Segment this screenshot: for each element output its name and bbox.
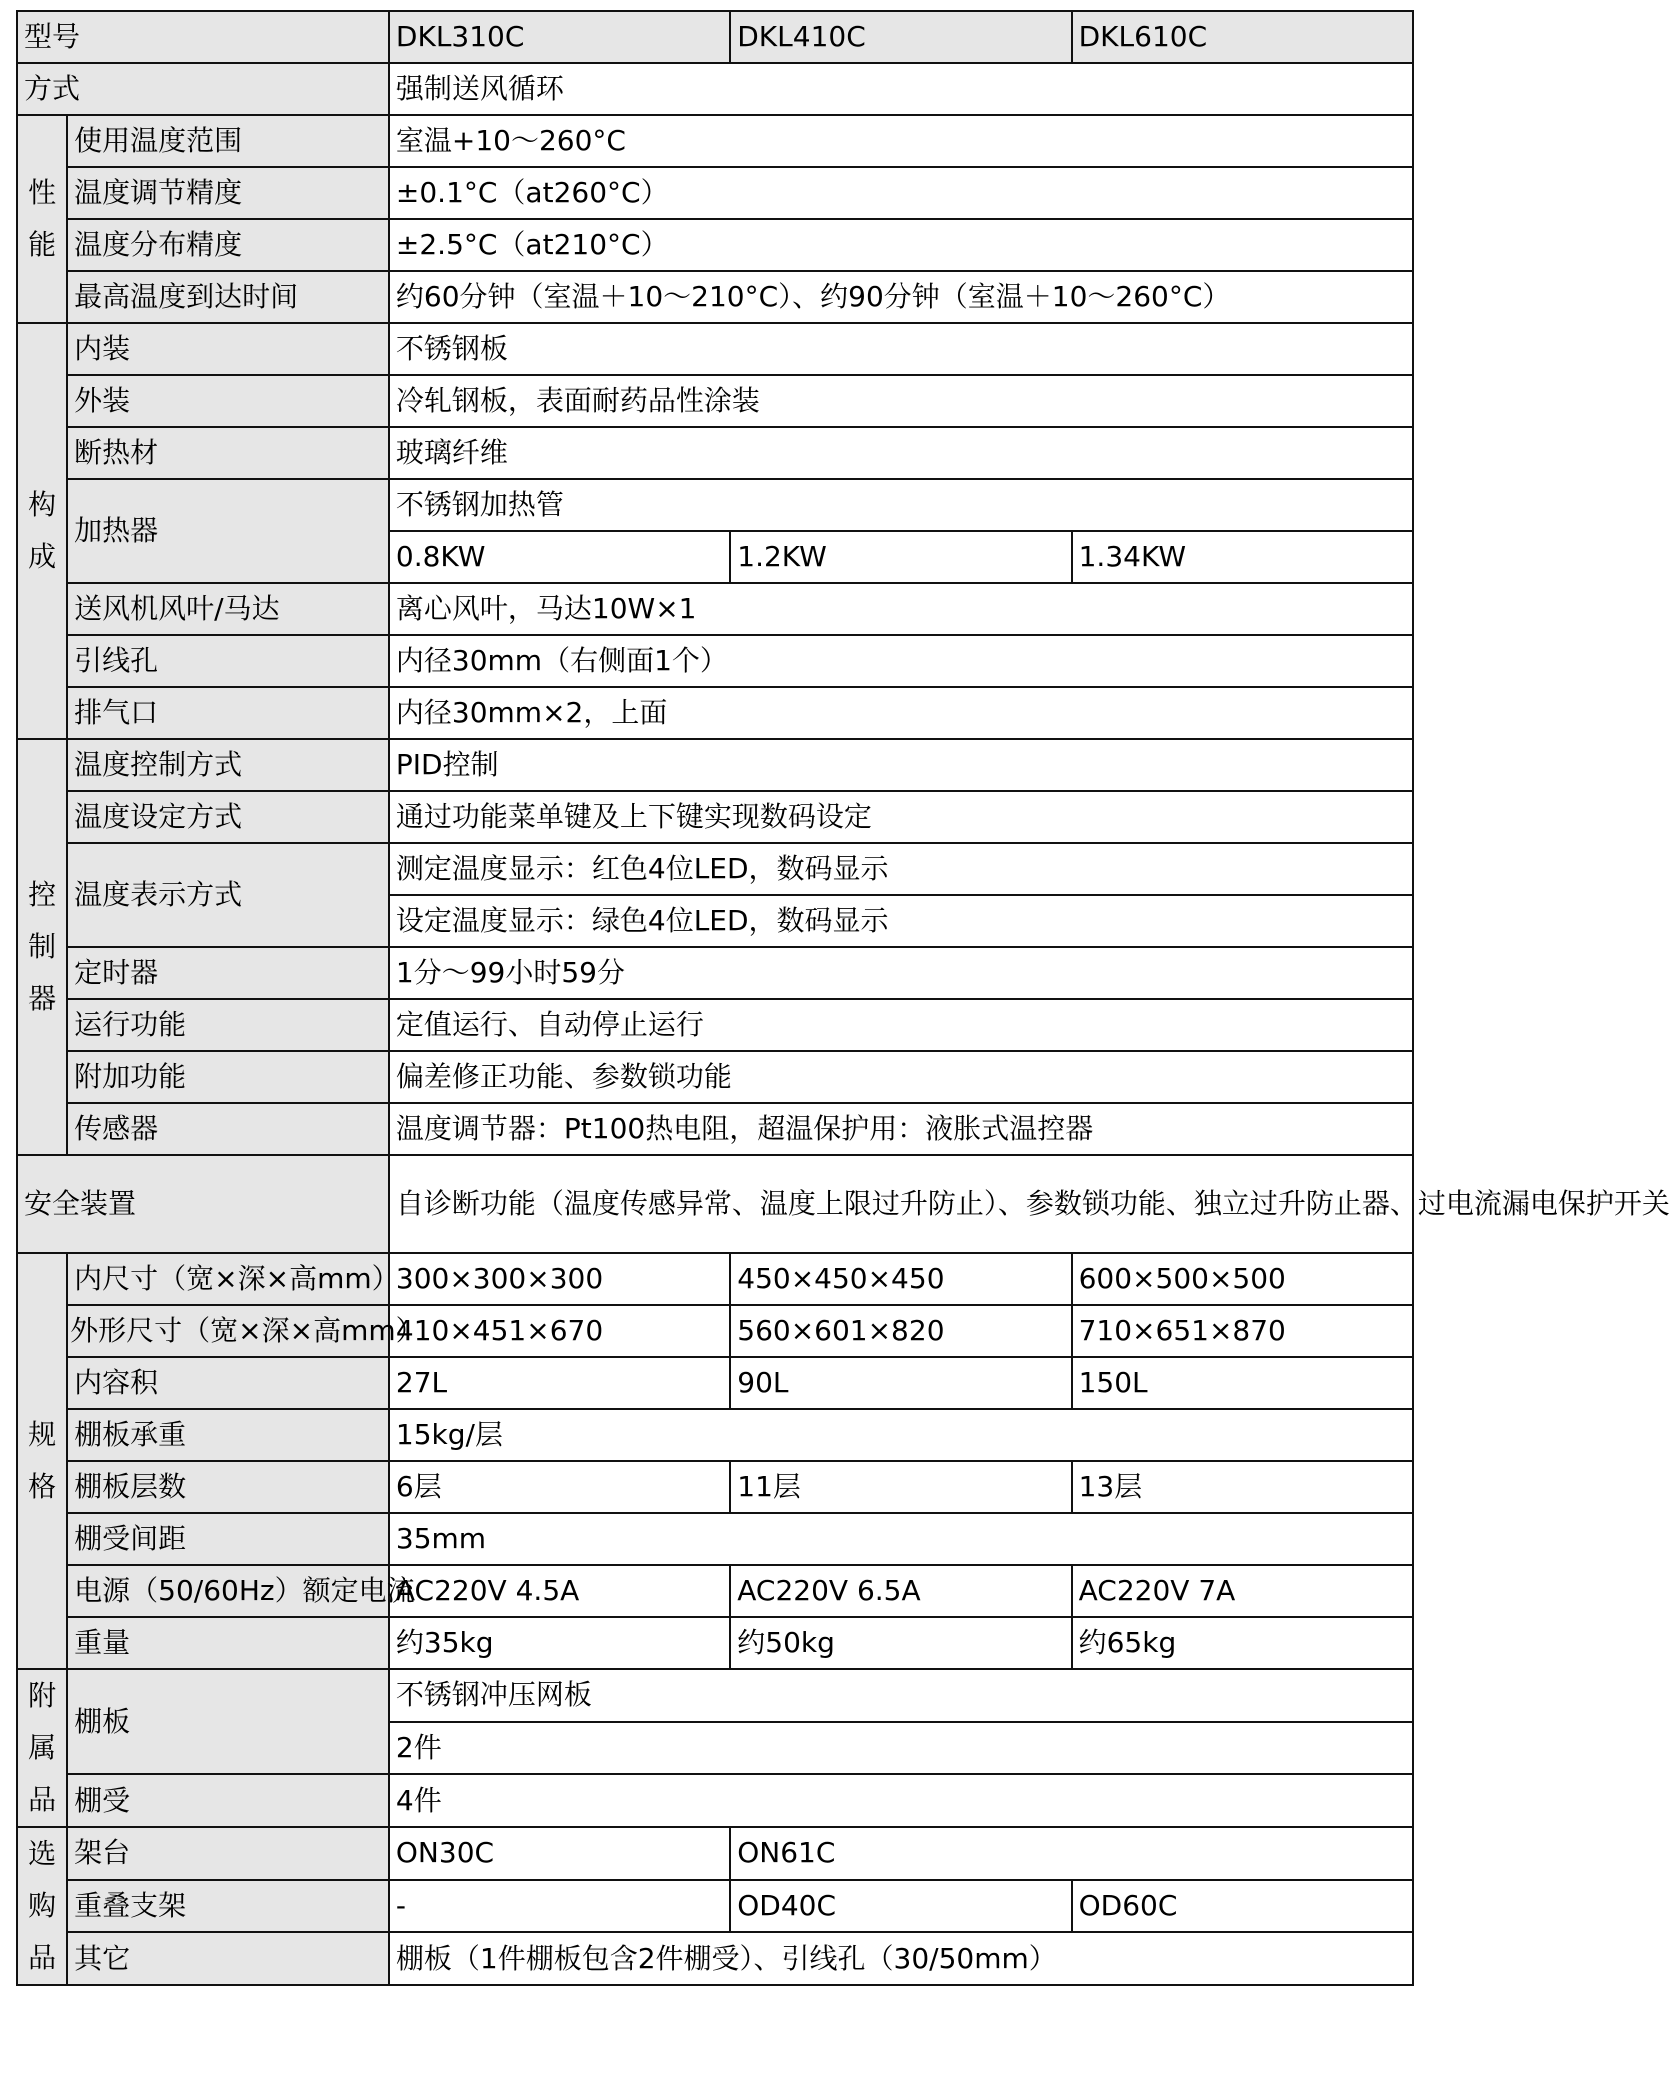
table-row [17,167,1413,219]
table-row [17,1155,1413,1253]
row-value: 不锈钢冲压网板 [389,1669,1413,1722]
model-1: DKL310C [389,11,730,63]
row-label: 温度分布精度 [67,219,389,271]
row-value: 不锈钢加热管 [389,479,1413,531]
table-row [17,1617,1413,1669]
row-value: PID控制 [389,739,1413,791]
row-label: 温度控制方式 [67,739,389,791]
table-row [17,219,1413,271]
row-value: OD60C [1072,1880,1413,1933]
row-value: 离心风叶，马达10W×1 [389,583,1413,635]
table-row [17,1103,1413,1155]
row-label: 温度表示方式 [67,843,389,947]
row-value: AC220V 6.5A [730,1565,1071,1617]
row-value: 11层 [730,1461,1071,1513]
row-label: 加热器 [67,479,389,583]
row-value: 150L [1072,1357,1413,1409]
row-value: 约50kg [730,1617,1071,1669]
row-value: 不锈钢板 [389,323,1413,375]
row-value: OD40C [730,1880,1071,1933]
row-label: 内尺寸（宽×深×高mm） [67,1253,389,1305]
table-row [17,1932,1413,1985]
row-label: 外装 [67,375,389,427]
row-value: ON30C [389,1827,730,1880]
row-value: 偏差修正功能、参数锁功能 [389,1051,1413,1103]
row-value: 4件 [389,1774,1413,1827]
row-label: 棚受间距 [67,1513,389,1565]
row-label: 其它 [67,1932,389,1985]
row-value: 6层 [389,1461,730,1513]
row-value: ±0.1°C（at260°C） [389,167,1413,219]
spec-sheet [16,10,1670,2076]
heater-power-3: 1.34KW [1072,531,1413,583]
safety-label: 安全装置 [17,1155,389,1253]
row-label: 棚板承重 [67,1409,389,1461]
row-value: 定值运行、自动停止运行 [389,999,1413,1051]
table-row-header [17,11,1413,63]
row-value: 冷轧钢板，表面耐药品性涂装 [389,375,1413,427]
row-label: 温度设定方式 [67,791,389,843]
row-label: 架台 [67,1827,389,1880]
table-row [17,1513,1413,1565]
row-value: AC220V 4.5A [389,1565,730,1617]
row-label: 引线孔 [67,635,389,687]
row-label: 断热材 [67,427,389,479]
row-value: 27L [389,1357,730,1409]
table-row [17,1774,1413,1827]
row-value: 410×451×670 [389,1305,730,1357]
category-controller: 控制器 [17,739,67,1155]
row-value: - [389,1880,730,1933]
table-row [17,1409,1413,1461]
row-value: 约60分钟（室温＋10～210°C）、约90分钟（室温＋10～260°C） [389,271,1413,323]
table-row [17,375,1413,427]
row-label: 传感器 [67,1103,389,1155]
table-row [17,1305,1413,1357]
row-label: 棚板层数 [67,1461,389,1513]
row-value: 13层 [1072,1461,1413,1513]
table-row [17,271,1413,323]
table-row [17,1827,1413,1880]
row-label: 棚受 [67,1774,389,1827]
table-row [17,635,1413,687]
row-label: 温度调节精度 [67,167,389,219]
row-value: 设定温度显示：绿色4位LED，数码显示 [389,895,1413,947]
table-row [17,583,1413,635]
row-value: 90L [730,1357,1071,1409]
row-label: 棚板 [67,1669,389,1774]
category-performance: 性能 [17,115,67,323]
row-label: 运行功能 [67,999,389,1051]
table-row [17,1253,1413,1305]
row-value: 棚板（1件棚板包含2件棚受）、引线孔（30/50mm） [389,1932,1413,1985]
row-label: 外形尺寸（宽×深×高mm） [67,1305,389,1357]
table-row [17,1051,1413,1103]
table-row [17,791,1413,843]
row-value: 15kg/层 [389,1409,1413,1461]
row-value: ON61C [730,1827,1413,1880]
model-3: DKL610C [1072,11,1413,63]
table-row [17,739,1413,791]
row-label: 重叠支架 [67,1880,389,1933]
safety-value: 自诊断功能（温度传感异常、温度上限过升防止）、参数锁功能、独立过升防止器、过电流漏电保护开关 [389,1155,1413,1253]
row-value: 通过功能菜单键及上下键实现数码设定 [389,791,1413,843]
row-value: ±2.5°C（at210°C） [389,219,1413,271]
table-row [17,63,1413,115]
model-2: DKL410C [730,11,1071,63]
table-row [17,115,1413,167]
row-label: 附加功能 [67,1051,389,1103]
table-row [17,323,1413,375]
row-value: 内径30mm（右侧面1个） [389,635,1413,687]
row-value: AC220V 7A [1072,1565,1413,1617]
heater-power-1: 0.8KW [389,531,730,583]
category-accessories: 附属品 [17,1669,67,1827]
row-value: 测定温度显示：红色4位LED，数码显示 [389,843,1413,895]
row-value: 内径30mm×2，上面 [389,687,1413,739]
row-value: 600×500×500 [1072,1253,1413,1305]
row-label: 最高温度到达时间 [67,271,389,323]
table-row [17,843,1413,895]
row-label: 定时器 [67,947,389,999]
row-label: 内容积 [67,1357,389,1409]
row-value: 温度调节器：Pt100热电阻，超温保护用：液胀式温控器 [389,1103,1413,1155]
row-label: 重量 [67,1617,389,1669]
category-construction: 构成 [17,323,67,739]
table-row [17,427,1413,479]
row-label: 电源（50/60Hz）额定电流 [67,1565,389,1617]
table-row [17,1461,1413,1513]
row-value: 玻璃纤维 [389,427,1413,479]
row-value: 约65kg [1072,1617,1413,1669]
row-label: 使用温度范围 [67,115,389,167]
row-value: 1分～99小时59分 [389,947,1413,999]
table-row [17,999,1413,1051]
row-value: 300×300×300 [389,1253,730,1305]
spec-table [16,10,1670,1986]
table-row [17,687,1413,739]
row-value: 2件 [389,1722,1413,1775]
mode-value: 强制送风循环 [389,63,1413,115]
row-label: 送风机风叶/马达 [67,583,389,635]
row-value: 室温+10～260°C [389,115,1413,167]
table-row [17,1880,1413,1933]
row-value: 450×450×450 [730,1253,1071,1305]
row-value: 35mm [389,1513,1413,1565]
row-label: 内装 [67,323,389,375]
header-label: 型号 [17,11,389,63]
mode-label: 方式 [17,63,389,115]
row-value: 560×601×820 [730,1305,1071,1357]
row-value: 约35kg [389,1617,730,1669]
heater-power-2: 1.2KW [730,531,1071,583]
row-label: 排气口 [67,687,389,739]
table-row [17,1669,1413,1722]
category-specs: 规格 [17,1253,67,1669]
table-row [17,1565,1413,1617]
table-row [17,479,1413,531]
category-options: 选购品 [17,1827,67,1985]
table-row [17,947,1413,999]
row-value: 710×651×870 [1072,1305,1413,1357]
table-row [17,1357,1413,1409]
